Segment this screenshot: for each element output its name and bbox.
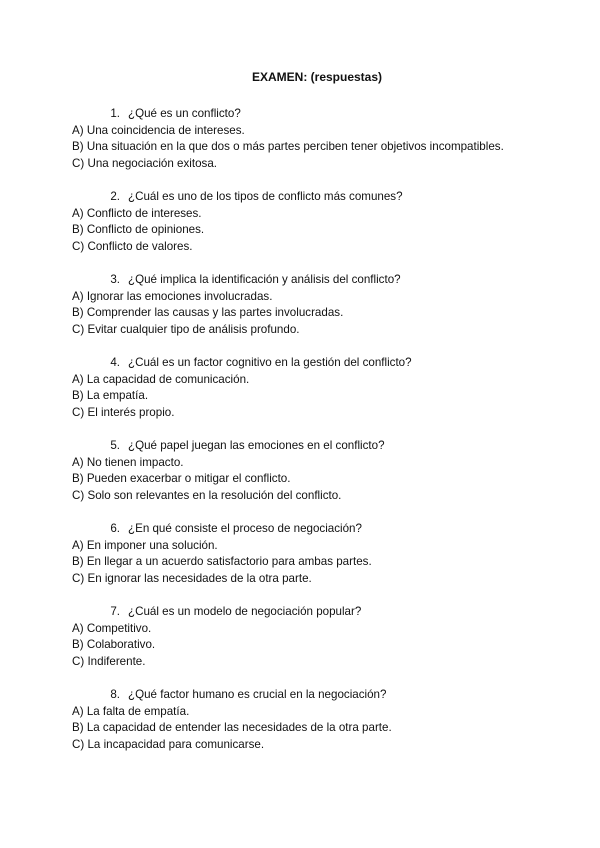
question-number: 8. — [110, 688, 120, 701]
question-block — [72, 521, 582, 587]
question-line — [72, 355, 582, 372]
question-block — [72, 106, 582, 172]
answer-option: C) El interés propio. — [72, 405, 175, 419]
answer-option: A) No tienen impacto. — [72, 455, 184, 469]
question-text: ¿Qué implica la identificación y análisis del conflicto? — [128, 273, 401, 286]
answer-option: C) Conflicto de valores. — [72, 239, 193, 253]
answer-option: B) Una situación en la que dos o más partes perciben tener objetivos incompatibles. — [72, 140, 504, 153]
question-number: 4. — [110, 356, 120, 369]
answer-option: C) Evitar cualquier tipo de análisis profundo. — [72, 322, 300, 336]
question-line — [72, 438, 582, 455]
answer-option: A) Conflicto de intereses. — [72, 206, 202, 220]
question-number: 3. — [110, 273, 120, 286]
question-block — [72, 272, 582, 338]
question-block — [72, 355, 582, 421]
question-line — [72, 687, 582, 704]
question-number: 6. — [110, 522, 120, 535]
answer-option: C) Una negociación exitosa. — [72, 156, 218, 170]
question-number: 7. — [110, 605, 120, 618]
answer-option: C) La incapacidad para comunicarse. — [72, 737, 265, 751]
answer-option: C) Solo son relevantes en la resolución del conflicto. — [72, 488, 342, 502]
answer-option: B) Conflicto de opiniones. — [72, 223, 205, 236]
answer-option: A) Una coincidencia de intereses. — [72, 123, 245, 137]
answer-option: B) Pueden exacerbar o mitigar el conflicto. — [72, 472, 291, 485]
question-number: 2. — [110, 190, 120, 203]
answer-option: C) Indiferente. — [72, 654, 146, 668]
question-line — [72, 604, 582, 621]
answer-option: A) En imponer una solución. — [72, 538, 218, 552]
answer-option: B) Comprender las causas y las partes involucradas. — [72, 306, 344, 319]
question-block — [72, 604, 582, 670]
question-block — [72, 687, 582, 753]
answer-option: A) Ignorar las emociones involucradas. — [72, 289, 273, 303]
answer-option: B) Colaborativo. — [72, 638, 156, 651]
question-line — [72, 272, 582, 289]
question-text: ¿En qué consiste el proceso de negociación? — [128, 522, 362, 535]
answer-option: B) La empatía. — [72, 389, 149, 402]
question-block — [72, 438, 582, 504]
question-line — [72, 189, 582, 206]
answer-option: A) La capacidad de comunicación. — [72, 372, 250, 386]
question-list — [72, 106, 582, 770]
page-title: EXAMEN: (respuestas) — [251, 70, 383, 84]
question-number: 5. — [110, 439, 120, 452]
question-text: ¿Cuál es un factor cognitivo en la gestión del conflicto? — [128, 356, 412, 369]
answer-option: A) Competitivo. — [72, 621, 152, 635]
answer-option: B) La capacidad de entender las necesidades de la otra parte. — [72, 721, 392, 734]
answer-option: B) En llegar a un acuerdo satisfactorio para ambas partes. — [72, 555, 372, 568]
question-text: ¿Qué es un conflicto? — [128, 107, 241, 120]
answer-option: C) En ignorar las necesidades de la otra parte. — [72, 571, 312, 585]
question-line — [72, 106, 582, 123]
answer-option: A) La falta de empatía. — [72, 704, 190, 718]
question-text: ¿Qué papel juegan las emociones en el conflicto? — [128, 439, 385, 452]
question-text: ¿Qué factor humano es crucial en la negociación? — [128, 688, 387, 701]
question-line — [72, 521, 582, 538]
question-block — [72, 189, 582, 255]
question-number: 1. — [110, 107, 120, 120]
question-text: ¿Cuál es uno de los tipos de conflicto más comunes? — [128, 190, 403, 203]
question-text: ¿Cuál es un modelo de negociación popular? — [128, 605, 362, 618]
